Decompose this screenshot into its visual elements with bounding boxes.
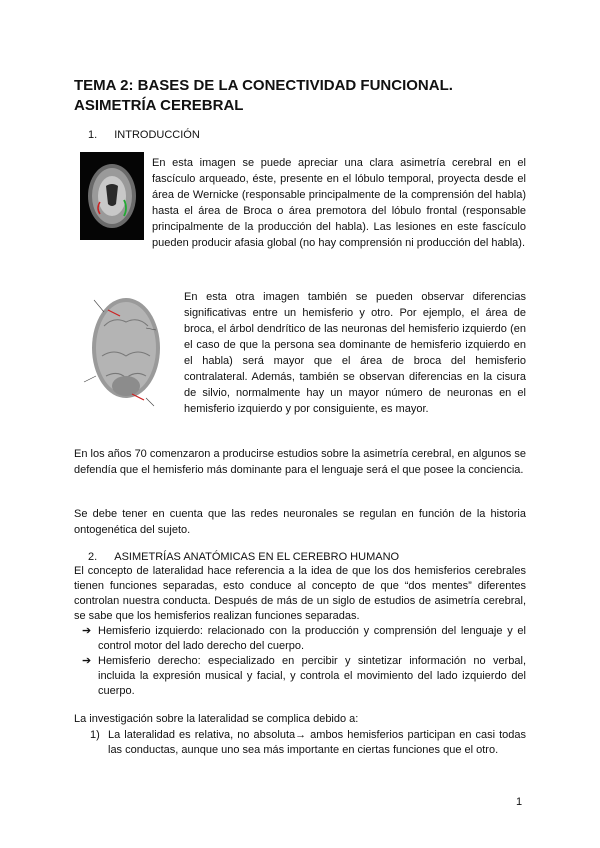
title-line-2: ASIMETRÍA CEREBRAL xyxy=(74,97,244,114)
list-item-text: Hemisferio izquierdo: relacionado con la producción y comprensión del lenguaje y el control motor del lado derecho del cuerpo. xyxy=(98,625,526,652)
brain-base-image xyxy=(74,286,174,436)
page-number: 1 xyxy=(516,796,523,808)
arrow-icon: ➔ xyxy=(82,625,92,637)
section-number: 2. xyxy=(88,551,98,563)
section-number: 1. xyxy=(88,129,98,141)
section-2-heading xyxy=(88,550,399,564)
intro-paragraph-2: En esta otra imagen también se pueden observar diferencias significativas entre un hemisferio y otro. Por ejemplo, el área de broca, el árbol dendrítico de las neuronas del hemisferio izquierdo (en el caso de que la persona sea dominante de hemisferio izquierdo en el habla) será mayor que el área de broca del hemisferio contralateral. Además, también se observan diferencias en la cisura de silvio, normalmente hay un mayor número de neuronas en el hemisferio izquierdo y por consiguiente, es mayor. xyxy=(184,291,526,415)
list-item-text: Hemisferio derecho: especializado en percibir y sintetizar información no verbal, incluida la expresión musical y facial, y controla el movimiento del lado izquierdo del cuerpo. xyxy=(98,655,526,697)
hemisphere-list xyxy=(74,624,526,699)
section-title: INTRODUCCIÓN xyxy=(114,129,200,141)
list-item xyxy=(74,624,526,654)
section-title: ASIMETRÍAS ANATÓMICAS EN EL CEREBRO HUMANO xyxy=(114,551,400,563)
section-1-heading xyxy=(88,128,200,142)
paragraph-lateralidad: El concepto de lateralidad hace referencia a la idea de que los dos hemisferios cerebrales tienen funciones separadas, esto conduce al concepto de que “dos mentes” diferentes controlan nuestra conducta. Después de más de un siglo de estudios de asimetría cerebral, se sabe que los hemisferios realizan funciones separadas. xyxy=(74,565,526,622)
paragraph-redes: Se debe tener en cuenta que las redes neuronales se regulan en función de la historia ontogenética del sujeto. xyxy=(74,508,526,536)
intro-paragraph-1: En esta imagen se puede apreciar una clara asimetría cerebral en el fascículo arqueado, éste, presente en el lóbulo temporal, proyecta desde el área de Wernicke (responsable principalmente de la comprensión del habla) hasta el área de Broca o área premotora del lóbulo frontal (responsable principalmente de la producción del habla). Las lesiones en este fascículo pueden producir afasia global (no hay comprensión ni producción del habla). xyxy=(152,157,526,249)
brain-mri-image xyxy=(80,152,144,240)
paragraph-70s: En los años 70 comenzaron a producirse estudios sobre la asimetría cerebral, en algunos se defendía que el hemisferio más dominante para el lenguaje será el que posee la conciencia. xyxy=(74,448,526,476)
page-title xyxy=(74,76,453,116)
numbered-list xyxy=(90,728,526,758)
list-number: 1) xyxy=(90,729,100,741)
paragraph-investigacion: La investigación sobre la lateralidad se complica debido a: xyxy=(74,713,359,725)
list-item-text: La lateralidad es relativa, no absoluta→ ambos hemisferios participan en casi todas las conductas, aunque uno sea más importante en ciertas funciones que el otro. xyxy=(108,729,526,756)
list-item xyxy=(74,654,526,699)
list-item xyxy=(90,728,526,758)
arrow-icon: ➔ xyxy=(82,655,92,667)
title-line-1: TEMA 2: BASES DE LA CONECTIVIDAD FUNCIONAL. xyxy=(74,77,453,94)
